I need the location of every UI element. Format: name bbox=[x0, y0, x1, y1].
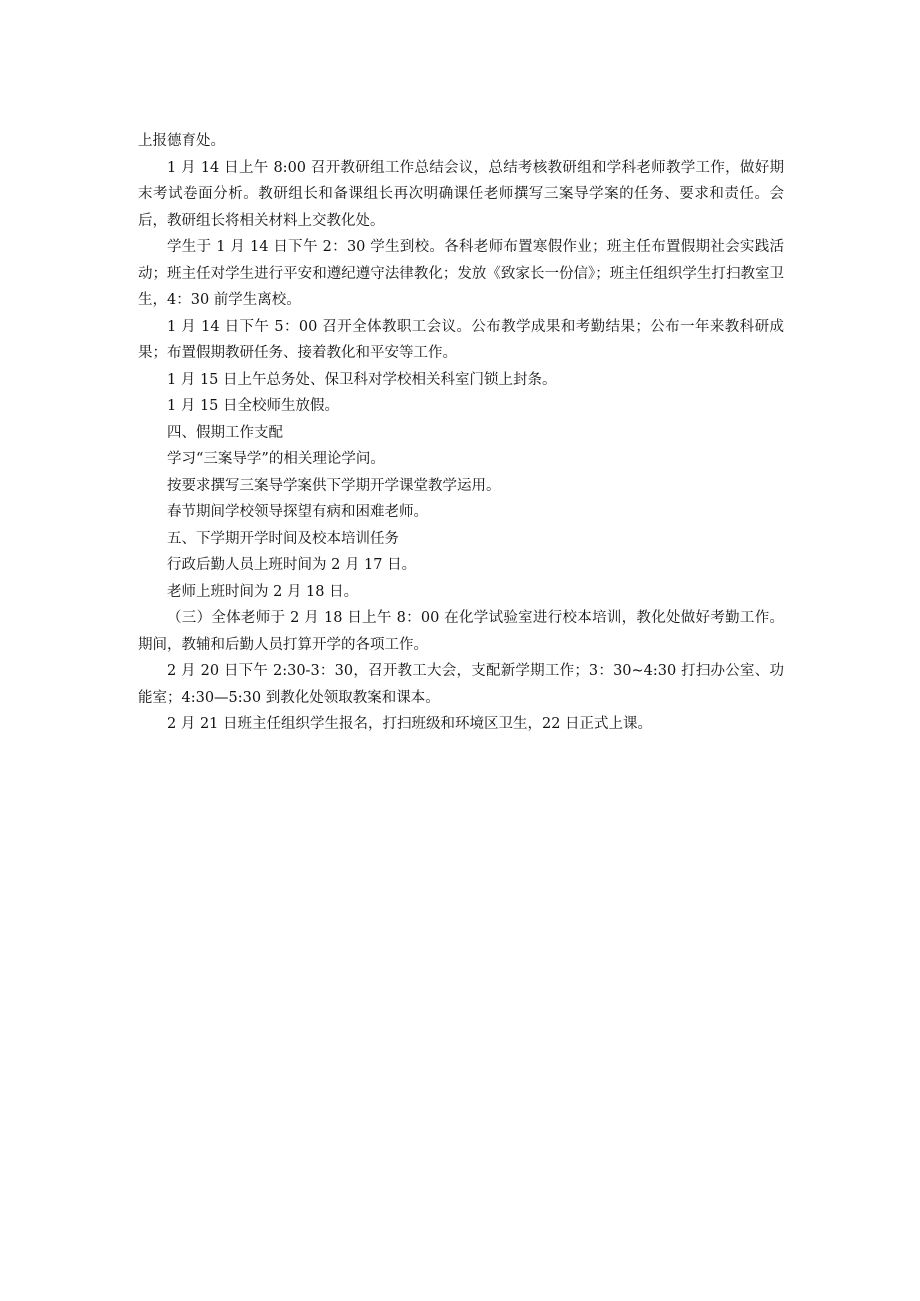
paragraph-13: 老师上班时间为 2 月 18 日。 bbox=[167, 583, 359, 600]
paragraph-15: 2 月 20 日下午 2:30-3：30，召开教工大会，支配新学期工作；3：30~4:30 打扫办公室、功能室；4:30—5:30 到教化处领取教案和课本。 bbox=[138, 663, 784, 706]
paragraph-8: 学习“三案导学”的相关理论学问。 bbox=[167, 451, 385, 467]
section-heading-5: 五、下学期开学时间及校本培训任务 bbox=[167, 530, 399, 547]
paragraph-12: 行政后勤人员上班时间为 2 月 17 日。 bbox=[167, 557, 417, 573]
paragraph-3: 学生于 1 月 14 日下午 2：30 学生到校。各科老师布置寒假作业；班主任布置假期社会实践活动；班主任对学生进行平安和遵纪遵守法律教化；发放《致家长一份信》；班主任组织学生打扫教室卫生，4：30 前学生离校。 bbox=[138, 239, 784, 308]
paragraph-1: 上报德育处。 bbox=[138, 133, 225, 149]
paragraph-6: 1 月 15 日全校师生放假。 bbox=[167, 398, 340, 414]
paragraph-14: （三）全体老师于 2 月 18 日上午 8：00 在化学试验室进行校本培训，教化处做好考勤工作。期间，教辅和后勤人员打算开学的各项工作。 bbox=[138, 610, 784, 653]
paragraph-2: 1 月 14 日上午 8:00 召开教研组工作总结会议，总结考核教研组和学科老师教学工作，做好期末考试卷面分析。教研组长和备课组长再次明确课任老师撰写三案导学案的任务、要求和责任。会后，教研组长将相关材料上交教化处。 bbox=[138, 159, 784, 229]
document-body bbox=[138, 128, 784, 738]
paragraph-16: 2 月 21 日班主任组织学生报名，打扫班级和环境区卫生，22 日正式上课。 bbox=[167, 716, 653, 732]
paragraph-5: 1 月 15 日上午总务处、保卫科对学校相关科室门锁上封条。 bbox=[167, 371, 557, 388]
section-heading-4: 四、假期工作支配 bbox=[167, 424, 283, 441]
paragraph-10: 春节期间学校领导探望有病和困难老师。 bbox=[167, 504, 428, 520]
paragraph-9: 按要求撰写三案导学案供下学期开学课堂教学运用。 bbox=[167, 477, 501, 494]
paragraph-4: 1 月 14 日下午 5：00 召开全体教职工会议。公布教学成果和考勤结果；公布一年来教科研成果；布置假期教研任务、接着教化和平安等工作。 bbox=[138, 318, 784, 361]
